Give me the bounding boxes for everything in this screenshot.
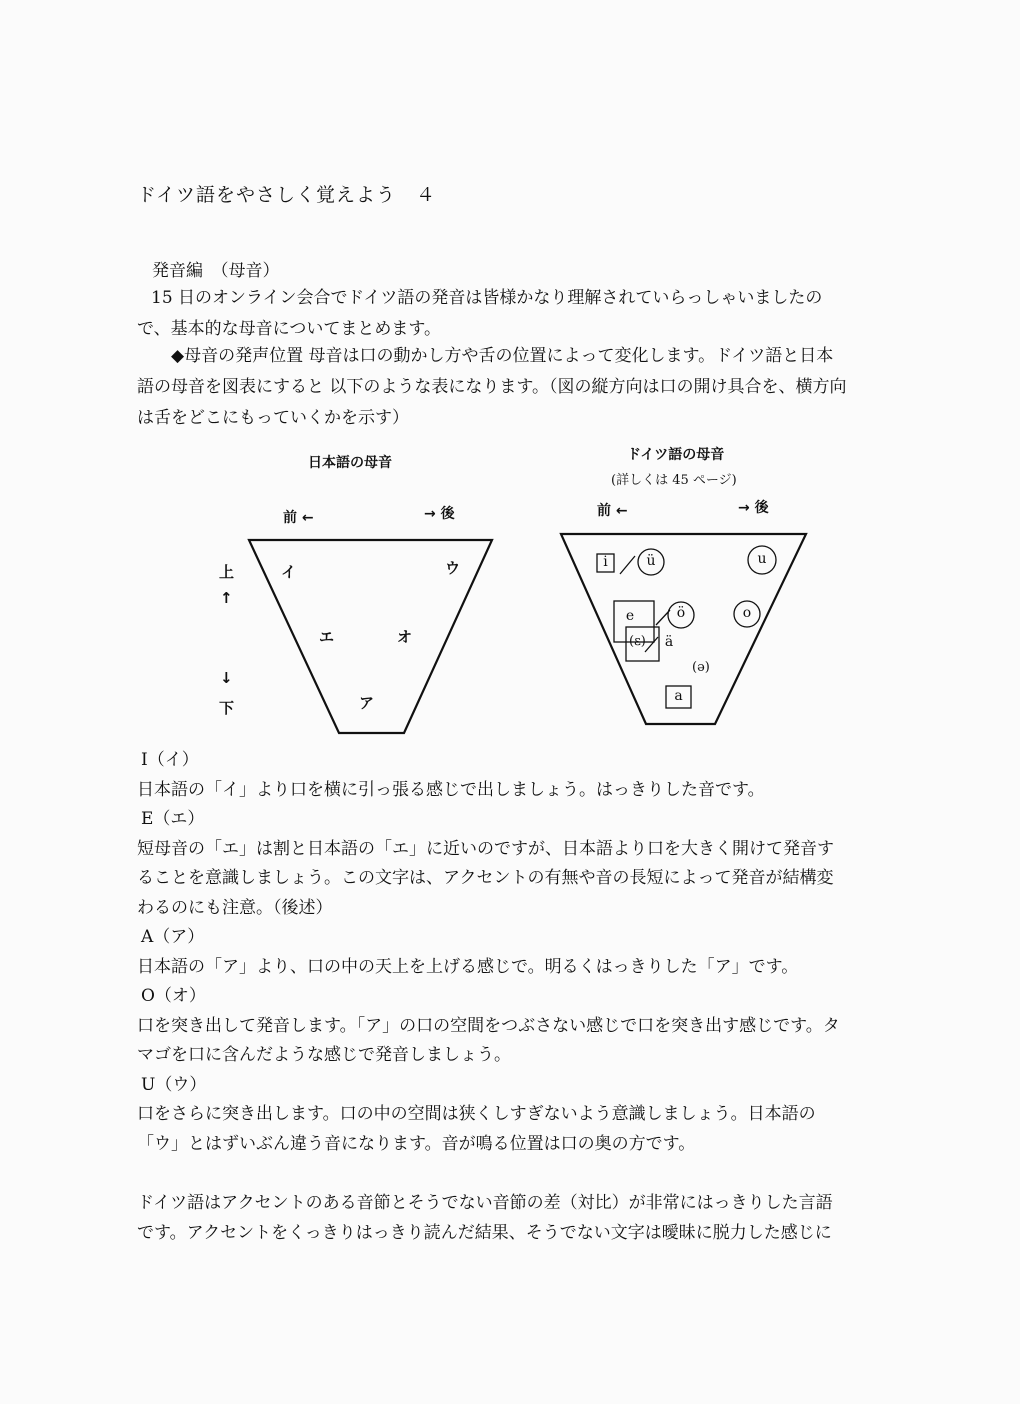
japanese-up-arrow: ↑ [220,589,233,607]
section-text-i: 日本語の「イ」より口を横に引っ張る感じで出しましょう。はっきりした音です。 [137,779,765,800]
japanese-vowel-i: イ [281,563,297,581]
closing-paragraph: ドイツ語はアクセントのある音節とそうでない音節の差（対比）が非常にはっきりした言語です。アクセントをくっきりはっきり読んだ結果、そうでない文字は曖昧に脱力した感じに [137,1193,833,1243]
section-head-a: A（ア） [141,927,205,947]
japanese-down-arrow: ↓ [220,669,233,687]
german-vowel-a: a [674,688,683,704]
german-vowel-oe: ö [676,605,686,621]
section-text-u: 口をさらに突き出します。口の中の空間は狭くしすぎないよう意識しましょう。日本語の「ウ」とはずいぶん違う音になります。音が鳴る位置は口の奥の方です。 [137,1104,816,1154]
german-vowel-u: u [757,551,767,567]
german-vowel-i: i [603,554,608,570]
japanese-vowel-u: ウ [445,559,461,577]
japanese-vowel-o: オ [397,628,413,646]
german-vowel-ue: ü [646,553,656,569]
german-vowel-schwa: (ə) [692,660,710,675]
japanese-front-label: 前 ← [283,510,314,526]
section-head-e: E（エ） [141,809,205,829]
german-vowel-epsilon: (ε) [629,634,646,649]
section-heading: 発音編 （母音） [152,261,280,281]
german-vowel-e: e [625,608,635,624]
japanese-vowel-a: ア [359,694,375,712]
vowel-descriptions [137,746,849,1248]
vowel-position-text: 母音は口の動かし方や舌の位置によって変化します。ドイツ語と日本語の母音を図表にすると 以下のような表になります。（図の縦方向は口の開け具合を、横方向は舌をどこにもっていくかを示す） [137,346,847,428]
german-back-label: → 後 [738,500,769,516]
vowel-position-lead: ◆母音の発声位置 [171,346,304,366]
section-text-e: 短母音の「エ」は割と日本語の「エ」に近いのですが、日本語より口を大きく開けて発音することを意識しましょう。この文字は、アクセントの有無や音の長短によって発音が結構変わるのにも注意。（後述） [137,838,834,918]
german-vowel-ae: ä [664,634,674,650]
japanese-vowel-e: エ [319,628,335,646]
japanese-down-label: 下 [219,699,235,717]
section-text-a: 日本語の「ア」より、口の中の天上を上げる感じで。明るくはっきりした「ア」です。 [137,956,799,977]
intro-paragraph: 15 日のオンライン会合でドイツ語の発音は皆様かなり理解されていらっしゃいましたので、基本的な母音についてまとめます。 [137,288,823,339]
japanese-up-label: 上 [219,563,235,581]
section-head-o: O（オ） [141,986,206,1006]
german-front-label: 前 ← [597,503,628,519]
document-title: ドイツ語をやさしく覚えよう ４ [137,184,437,206]
section-head-u: U（ウ） [141,1074,207,1095]
i-ue-slash [620,556,635,574]
japanese-back-label: → 後 [424,506,455,522]
german-chart-title: ドイツ語の母音 [627,447,725,463]
paragraph-gap [137,1159,849,1189]
section-text-o: 口を突き出して発音します。「ア」の口の空間をつぶさない感じで口を突き出す感じです。タマゴを口に含んだような感じで発音しましょう。 [137,1015,840,1065]
japanese-chart-title: 日本語の母音 [308,455,392,471]
german-vowel-o: o [742,605,752,621]
epsilon-ae-slash [645,637,658,652]
german-chart-subtitle: (詳しくは 45 ページ) [611,473,737,488]
section-head-i: I（イ） [141,750,199,770]
